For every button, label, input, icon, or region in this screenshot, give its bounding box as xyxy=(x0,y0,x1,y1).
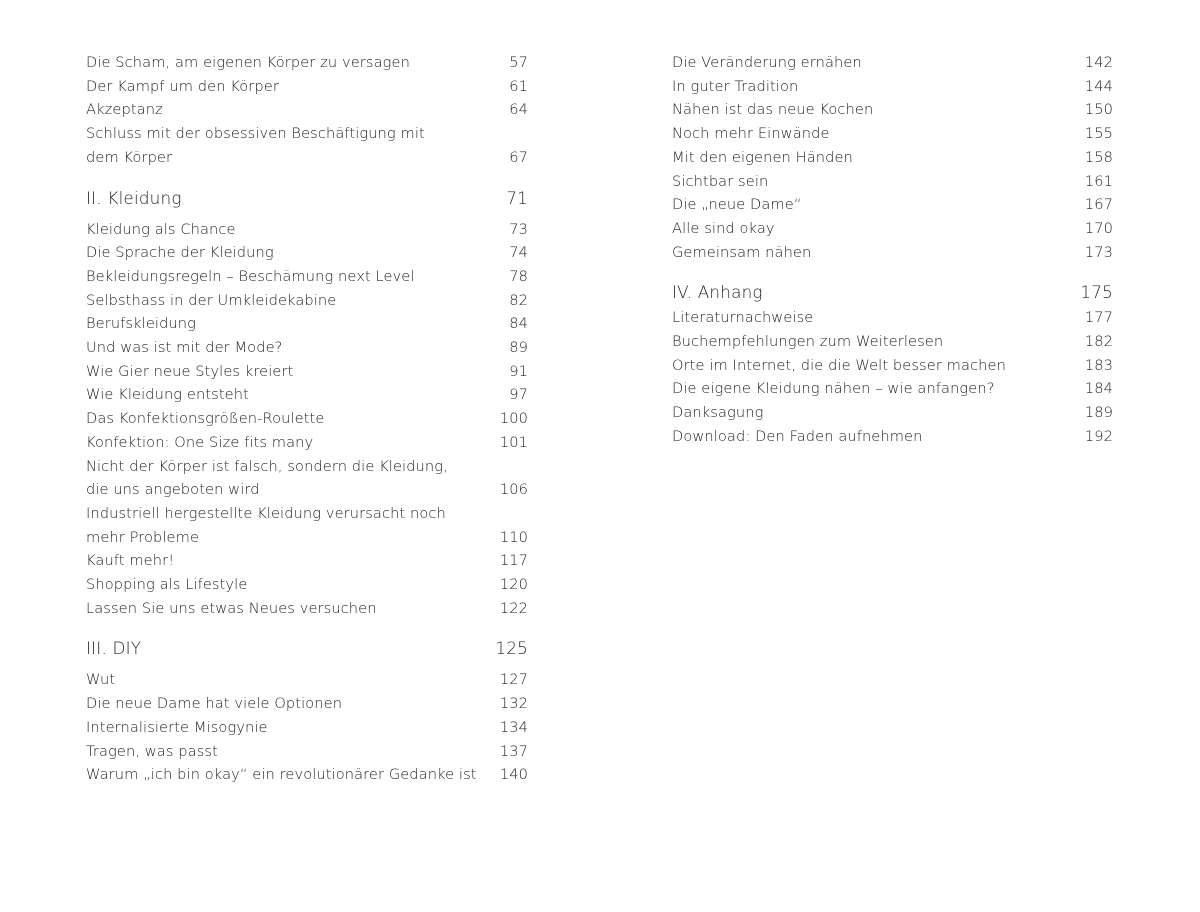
toc-entry-page-number: 106 xyxy=(499,481,528,499)
toc-entry xyxy=(672,193,1113,217)
toc-entry-page-number: 132 xyxy=(499,695,528,713)
toc-entry-page-number: 120 xyxy=(499,576,528,594)
toc-entry-title: Buchempfehlungen zum Weiterlesen xyxy=(672,333,944,351)
toc-entry-title: Wie Kleidung entsteht xyxy=(86,386,249,404)
toc-section-heading-ii-kleidung xyxy=(86,186,528,210)
toc-entry-page-number: 170 xyxy=(1084,219,1113,237)
toc-entry xyxy=(672,354,1113,378)
toc-entry-page-number: 84 xyxy=(509,315,528,333)
toc-entry xyxy=(86,383,528,407)
toc-entry-page-number: 73 xyxy=(509,220,528,238)
toc-entry-page-number: 117 xyxy=(499,552,528,570)
section-title: IV. Anhang xyxy=(672,282,763,303)
toc-entry-page-number: 173 xyxy=(1084,243,1113,261)
toc-entry xyxy=(672,98,1113,122)
toc-entry xyxy=(86,241,528,265)
toc-entry-page-number: 177 xyxy=(1084,309,1113,327)
toc-entry xyxy=(86,98,528,122)
toc-entry xyxy=(672,217,1113,241)
toc-entry xyxy=(86,218,528,242)
toc-entry-page-number: 82 xyxy=(509,291,528,309)
toc-entry-page-number: 137 xyxy=(499,742,528,760)
toc-entry-title: Wut xyxy=(86,671,116,689)
toc-entry-title: Die Scham, am eigenen Körper zu versagen xyxy=(86,54,410,71)
toc-entry xyxy=(672,401,1113,425)
section-title: III. DIY xyxy=(86,638,142,659)
toc-entry-title: Mit den eigenen Händen xyxy=(672,148,853,166)
toc-entry-page-number: 144 xyxy=(1084,77,1113,95)
toc-entry xyxy=(86,455,528,502)
toc-entry xyxy=(86,573,528,597)
toc-entry xyxy=(672,241,1113,265)
toc-entry xyxy=(86,502,528,549)
toc-entry-page-number: 183 xyxy=(1084,356,1113,374)
toc-entry-page-number: 155 xyxy=(1084,125,1113,143)
toc-entry-title: Orte im Internet, die die Welt besser machen xyxy=(672,356,1006,374)
toc-entry xyxy=(672,425,1113,449)
section-page-number: 71 xyxy=(506,187,528,208)
toc-entry-page-number: 167 xyxy=(1084,196,1113,214)
toc-entry-title: Danksagung xyxy=(672,404,764,422)
section-page-number: 175 xyxy=(1080,282,1113,303)
toc-entry-title: Tragen, was passt xyxy=(86,742,218,760)
toc-entry-title: Alle sind okay xyxy=(672,219,775,237)
toc-entry xyxy=(86,407,528,431)
toc-entry-title: Noch mehr Einwände xyxy=(672,125,830,143)
toc-entry xyxy=(672,51,1113,75)
toc-entry xyxy=(672,377,1113,401)
toc-section-heading-iv-anhang xyxy=(672,280,1113,304)
toc-entry-title: Die Sprache der Kleidung xyxy=(86,244,274,262)
toc-entry-title: Die eigene Kleidung nähen – wie anfangen? xyxy=(672,380,995,398)
toc-entry-page-number: 161 xyxy=(1084,172,1113,190)
toc-entry-title: Konfektion: One Size fits many xyxy=(86,433,314,451)
toc-entry-page-number: 184 xyxy=(1084,380,1113,398)
section-page-number: 125 xyxy=(495,638,528,659)
toc-entry xyxy=(86,122,528,169)
toc-entry xyxy=(86,312,528,336)
toc-entry xyxy=(672,146,1113,170)
toc-entry xyxy=(672,170,1113,194)
toc-entry-title: Literaturnachweise xyxy=(672,309,814,327)
toc-entry-page-number: 110 xyxy=(499,528,528,546)
toc-entry xyxy=(86,431,528,455)
toc-entry-title: Internalisierte Misogynie xyxy=(86,718,268,736)
toc-entry-title: Die Veränderung ernähen xyxy=(672,54,862,71)
toc-entry-title: Berufskleidung xyxy=(86,315,196,333)
toc-entry xyxy=(86,51,528,75)
toc-entry-page-number: 140 xyxy=(499,766,528,784)
toc-entry-page-number: 74 xyxy=(509,244,528,262)
toc-entry-title: Die „neue Dame“ xyxy=(672,196,802,214)
toc-entry-title: Selbsthass in der Umkleidekabine xyxy=(86,291,337,309)
toc-entry-page-number: 142 xyxy=(1084,54,1113,71)
toc-entry-page-number: 127 xyxy=(499,671,528,689)
toc-entry-title: Kauft mehr! xyxy=(86,552,175,570)
toc-entry xyxy=(86,265,528,289)
toc-entry xyxy=(86,360,528,384)
toc-entry-title: In guter Tradition xyxy=(672,77,799,95)
toc-entry-page-number: 57 xyxy=(509,54,528,71)
toc-section-heading-iii-diy xyxy=(86,636,528,660)
toc-entry-page-number: 189 xyxy=(1084,404,1113,422)
toc-entry-title: Der Kampf um den Körper xyxy=(86,77,279,95)
section-title: II. Kleidung xyxy=(86,187,182,208)
toc-entry xyxy=(86,740,528,764)
toc-entry-title: Und was ist mit der Mode? xyxy=(86,339,283,357)
toc-entry-title: Bekleidungsregeln – Beschämung next Level xyxy=(86,267,415,285)
toc-entry-title: Die neue Dame hat viele Optionen xyxy=(86,695,343,713)
toc-entry-page-number: 78 xyxy=(509,267,528,285)
toc-entry xyxy=(86,549,528,573)
toc-entry-page-number: 89 xyxy=(509,339,528,357)
toc-entry xyxy=(672,75,1113,99)
toc-entry-title: Nähen ist das neue Kochen xyxy=(672,101,874,119)
toc-entry-page-number: 134 xyxy=(499,718,528,736)
toc-entry-page-number: 150 xyxy=(1084,101,1113,119)
toc-entry-title: Shopping als Lifestyle xyxy=(86,576,248,594)
toc-entry-title: Akzeptanz xyxy=(86,101,163,119)
toc-entry-page-number: 100 xyxy=(499,410,528,428)
toc-entry-page-number: 192 xyxy=(1084,427,1113,445)
toc-entry-title: Industriell hergestellte Kleidung verursacht noch mehr Probleme xyxy=(86,504,446,546)
toc-entry xyxy=(86,597,528,621)
toc-entry xyxy=(86,336,528,360)
toc-entry xyxy=(672,122,1113,146)
toc-entry-title: Schluss mit der obsessiven Beschäftigung mit dem Körper xyxy=(86,125,425,166)
toc-entry-title: Download: Den Faden aufnehmen xyxy=(672,427,923,445)
toc-entry-page-number: 67 xyxy=(509,148,528,166)
toc-entry-title: Nicht der Körper ist falsch, sondern die Kleidung, die uns angeboten wird xyxy=(86,457,448,499)
toc-entry xyxy=(86,763,528,787)
toc-entry xyxy=(86,289,528,313)
toc-entry-page-number: 97 xyxy=(509,386,528,404)
toc-entry xyxy=(86,716,528,740)
toc-entry xyxy=(672,330,1113,354)
toc-entry-page-number: 64 xyxy=(509,101,528,119)
toc-entry-page-number: 101 xyxy=(499,433,528,451)
toc-entry-page-number: 158 xyxy=(1084,148,1113,166)
toc-entry xyxy=(86,692,528,716)
toc-entry-title: Wie Gier neue Styles kreiert xyxy=(86,362,294,380)
toc-entry-page-number: 61 xyxy=(509,77,528,95)
toc-entry-title: Gemeinsam nähen xyxy=(672,243,812,261)
toc-entry-title: Das Konfektionsgrößen-Roulette xyxy=(86,410,325,428)
toc-entry-page-number: 122 xyxy=(499,599,528,617)
toc-entry-page-number: 182 xyxy=(1084,333,1113,351)
toc-entry-title: Lassen Sie uns etwas Neues versuchen xyxy=(86,599,377,617)
toc-entry-title: Sichtbar sein xyxy=(672,172,769,190)
toc-entry-page-number: 91 xyxy=(509,362,528,380)
toc-entry-title: Warum „ich bin okay“ ein revolutionärer Gedanke ist xyxy=(86,766,477,784)
toc-entry xyxy=(86,668,528,692)
toc-entry-title: Kleidung als Chance xyxy=(86,220,236,238)
toc-entry xyxy=(86,75,528,99)
toc-left-column xyxy=(86,51,528,787)
toc-right-column xyxy=(672,51,1113,449)
toc-entry xyxy=(672,306,1113,330)
